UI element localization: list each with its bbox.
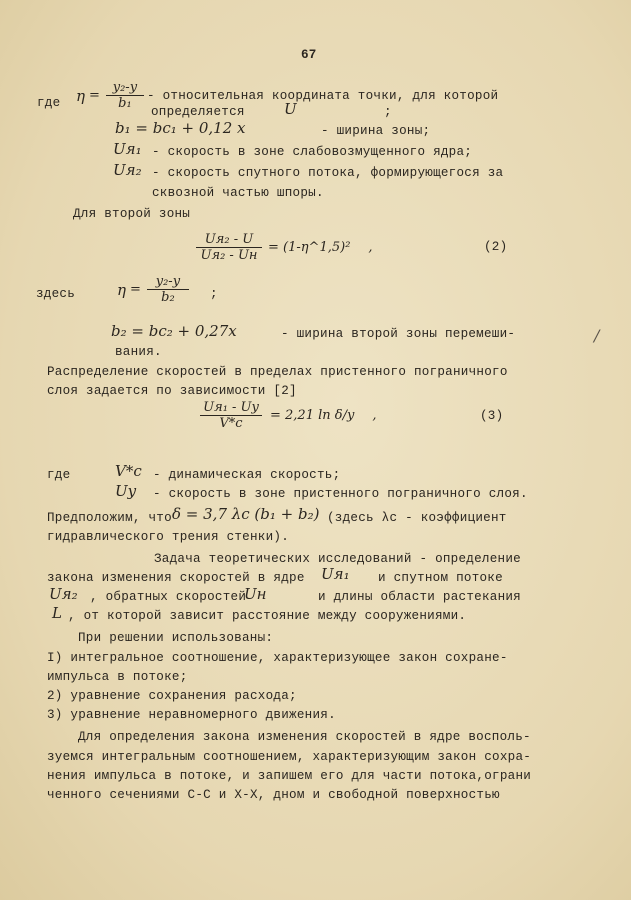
symbol: Uя₂ — [113, 161, 142, 179]
text-line: (здесь λc - коэффициент — [327, 511, 507, 525]
list-item: 3) уравнение неравномерного движения. — [47, 708, 336, 722]
text-line: ; — [210, 287, 218, 301]
symbol: Uя₂ — [49, 585, 78, 603]
text-line: - скорость в зоне слабовозмущенного ядра; — [152, 145, 473, 159]
text-line: - скорость спутного потока, формирующегося за — [152, 166, 504, 180]
formula-eta-1: η = $\frac{\text{y₂-y}}{\text{b₁}}$ — [76, 80, 144, 111]
formula-b1: b₁ = bc₁ + 0,12 x — [115, 119, 246, 137]
margin-mark: / — [594, 326, 600, 345]
text-line: ; — [384, 105, 392, 119]
text-line: - скорость в зоне пристенного пограничного слоя. — [153, 487, 528, 501]
equation-number-3: (3) — [480, 409, 504, 423]
eq2-denominator: Uя₂ - Uн — [200, 248, 258, 263]
text-line: вания. — [115, 345, 162, 359]
symbol: V*c — [115, 462, 142, 480]
where-label: где — [47, 468, 71, 482]
text-line: слоя задается по зависимости [2] — [47, 384, 297, 398]
list-item: I) интегральное соотношение, характеризующее закон сохране- — [47, 651, 508, 665]
text-line: и длины области растекания — [318, 590, 521, 604]
text-line: зуемся интегральным соотношением, характеризующим закон сохра- — [47, 750, 532, 764]
text-line: - ширина второй зоны перемеши- — [281, 327, 516, 341]
symbol: Uя₁ — [321, 565, 350, 583]
text-line: здесь — [36, 287, 76, 301]
formula-eta-2: η = y₂-y b₂ — [117, 274, 189, 305]
where-label: где — [37, 96, 61, 110]
text-line: - относительная координата точки, для которой — [147, 89, 499, 103]
eq2-numerator: Uя₂ - U — [204, 232, 254, 247]
equation-2 — [196, 232, 373, 263]
text-line: При решении использованы: — [78, 631, 274, 645]
text-line: гидравлического трения стенки). — [47, 530, 290, 544]
text-line: - динамическая скорость; — [153, 468, 341, 482]
text-line: Распределение скоростей в пределах пристенного пограничного — [47, 365, 508, 379]
text-line: Предположим, что — [47, 511, 172, 525]
text-line: Для определения закона изменения скоростей в ядре восполь- — [78, 730, 531, 744]
eq2-rhs: = (1-η^1,5)² — [268, 240, 351, 255]
text-line: Задача теоретических исследований - определение — [154, 552, 521, 566]
page-number: 67 — [301, 48, 317, 62]
formula-b2: b₂ = bc₂ + 0,27x — [111, 322, 237, 340]
formula-delta: δ = 3,7 λc (b₁ + b₂) — [172, 505, 320, 523]
text-line: сквозной частью шпоры. — [152, 186, 324, 200]
text-line: , от которой зависит расстояние между сооружениями. — [68, 609, 467, 623]
symbol: Uя₁ — [113, 140, 142, 158]
list-item: 2) уравнение сохранения расхода; — [47, 689, 297, 703]
text-line: нения импульса в потоке, и запишем его для части потока,ограни — [47, 769, 532, 783]
symbol: L — [52, 604, 62, 622]
equation-number-2: (2) — [484, 240, 508, 254]
eq2-tail: , — [368, 240, 373, 255]
text-line: и спутном потоке — [378, 571, 503, 585]
text-line: ченного сечениями С-С и Х-Х, дном и свободной поверхностью — [47, 788, 500, 802]
list-item-continuation: импульса в потоке; — [47, 670, 188, 684]
text-line: Для второй зоны — [73, 207, 191, 221]
text-line: , обратных скоростей — [90, 590, 247, 604]
eq3-numerator: Uя₁ - Uy — [203, 400, 259, 415]
text-line: закона изменения скоростей в ядре — [47, 571, 305, 585]
eq3-rhs: = 2,21 ln δ/y — [270, 408, 355, 423]
symbol: U — [284, 100, 297, 118]
text-line: определяется — [151, 105, 245, 119]
text-line: - ширина зоны; — [321, 124, 431, 138]
eq3-tail: , — [372, 408, 377, 423]
symbol: Uн — [244, 585, 267, 603]
equation-3 — [200, 400, 376, 431]
eq3-denominator: V*c — [219, 416, 243, 431]
symbol: Uy — [115, 482, 137, 500]
